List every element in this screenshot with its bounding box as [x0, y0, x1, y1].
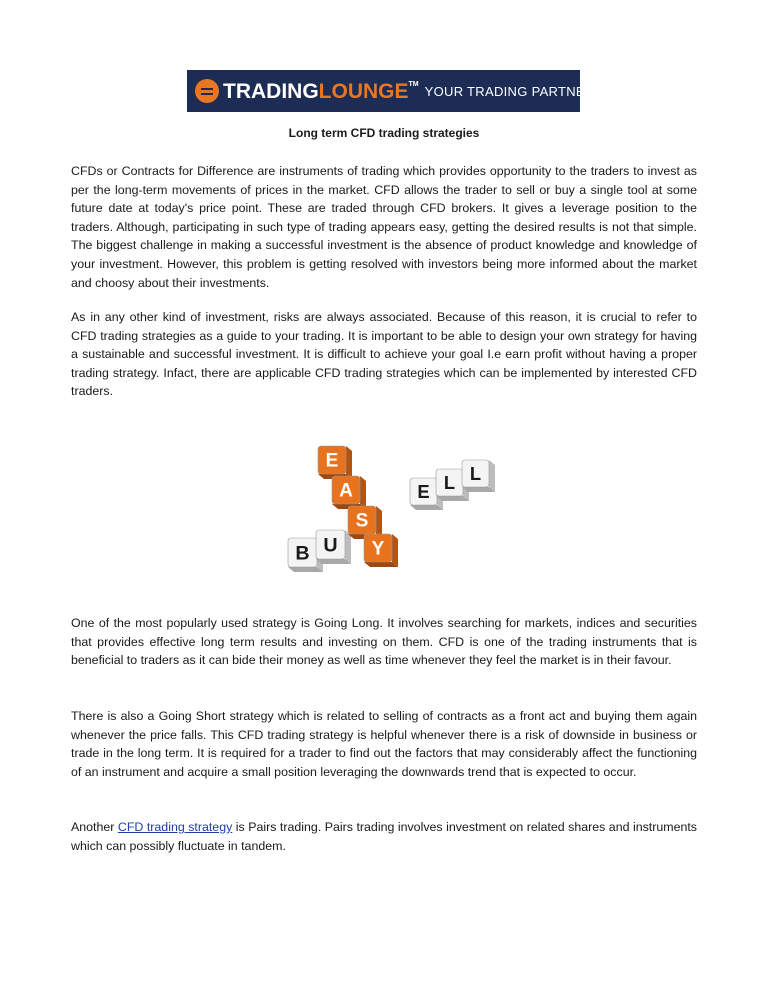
- paragraph-risks: As in any other kind of investment, risks are always associated. Because of this reason, it is crucial to refer to CFD trading strategies as a guide to your trading. It is important to be able to design your own strategy for having a sustainable and successful investment. It is difficult to achieve your goal I.e earn profit without having a proper trading strategy. Infact, there are applicable CFD trading strategies which can be implemented by interested CFD traders.: [71, 310, 697, 399]
- svg-text:E: E: [417, 480, 430, 502]
- paragraph-pairs-trading: [71, 818, 697, 855]
- svg-text:S: S: [355, 510, 369, 532]
- page-title: Long term CFD trading strategies: [288, 126, 480, 140]
- pairs-text-after: is Pairs trading. Pairs trading involves investment on related shares and instruments which can possibly fluctuate in tandem.: [71, 820, 698, 853]
- svg-text:L: L: [469, 462, 482, 484]
- paragraph-intro: CFDs or Contracts for Difference are instruments of trading which provides opportunity to the traders to invest as per the long-term movements of prices in the market. CFD allows the trader to sell or buy a single tool at some future date at today's price point. These are traded through CFD brokers. It gives a leverage position to the traders. Although, participating in such type of trading appears easy, getting the desired results is not that simple. The biggest challenge in making a successful investment is the absence of product knowledge and knowledge of your investment. However, this problem is getting resolved with investors being more informed about the market and choosy about their investments.: [71, 164, 697, 290]
- cfd-trading-strategy-link[interactable]: CFD trading strategy: [117, 820, 233, 834]
- svg-text:Y: Y: [371, 538, 385, 560]
- logo-word-lounge: LOUNGE: [318, 79, 409, 103]
- svg-text:A: A: [339, 480, 353, 502]
- paragraph-going-short: There is also a Going Short strategy which is related to selling of contracts as a front act and buying them again whenever the price falls. This CFD trading strategy is helpful whenever there is a risk of downside in business or trade in the long term. It is required for a trader to find out the factors that may considerably affect the functioning of an instrument and acquire a small position leveraging the downwards trend that is expected to occur.: [71, 709, 697, 779]
- logo-wordmark: [223, 81, 419, 102]
- logo-word-trading: TRADING: [223, 79, 319, 103]
- logo-trademark: TM: [408, 80, 419, 88]
- logo-tagline: YOUR TRADING PARTNER: [424, 83, 595, 99]
- svg-text:E: E: [325, 450, 339, 472]
- logo-mark-icon: [195, 79, 219, 103]
- svg-text:B: B: [295, 542, 310, 565]
- paragraph-going-long: One of the most popularly used strategy is Going Long. It involves searching for markets, indices and securities that provides effective long term results and investing on them. CFD is one of the trading instruments that is beneficial to traders as it can bide their money as well as time whenever they feel the market is in their favour.: [71, 616, 697, 668]
- easy-sell-buy-cubes-image: [270, 430, 500, 590]
- sell-cube-l-3: [462, 460, 495, 492]
- svg-text:U: U: [323, 534, 338, 557]
- easy-cube-a: [332, 476, 366, 509]
- svg-text:L: L: [443, 471, 456, 493]
- easy-cube-y: [364, 534, 398, 567]
- easy-cube-e: [318, 446, 352, 479]
- buy-cube-u: [316, 530, 351, 564]
- trading-lounge-logo: [187, 70, 595, 112]
- pairs-text-before: Another: [71, 820, 118, 834]
